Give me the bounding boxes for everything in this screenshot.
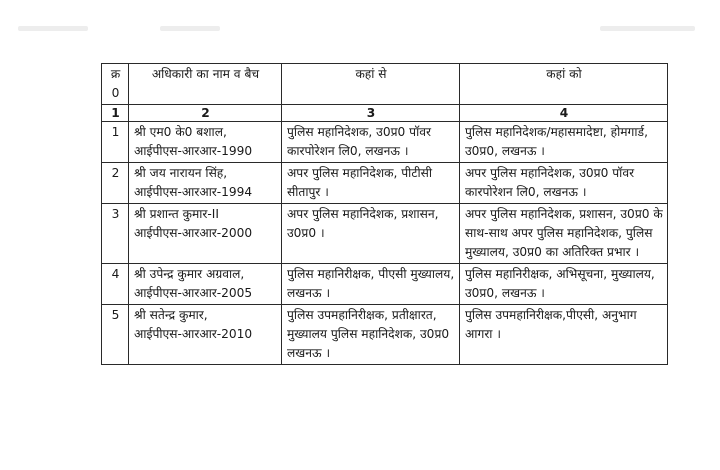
to-cell: पुलिस उपमहानिरीक्षक,पीएसी, अनुभाग आगरा । (460, 305, 668, 365)
serial-cell: 1 (102, 122, 129, 163)
header-officer-name: अधिकारी का नाम व बैच (129, 64, 282, 105)
from-cell: पुलिस उपमहानिरीक्षक, प्रतीक्षारत, मुख्यालय पुलिस महानिदेशक, उ0प्र0 लखनऊ । (282, 305, 460, 365)
header-row (102, 64, 668, 105)
officer-cell (129, 163, 282, 204)
table-row (102, 204, 668, 264)
column-number: 4 (460, 105, 668, 122)
officer-name: श्री एम0 के0 बशाल, (134, 125, 227, 139)
officer-batch: आईपीएस-आरआर-1990 (134, 144, 253, 158)
serial-cell: 2 (102, 163, 129, 204)
table-row (102, 305, 668, 365)
to-cell: अपर पुलिस महानिदेशक, प्रशासन, उ0प्र0 के साथ-साथ अपर पुलिस महानिदेशक, पुलिस मुख्यालय, उ0प्र0 का अतिरिक्त प्रभार । (460, 204, 668, 264)
serial-cell: 4 (102, 264, 129, 305)
serial-cell: 3 (102, 204, 129, 264)
header-from: कहां से (282, 64, 460, 105)
header-to: कहां को (460, 64, 668, 105)
from-cell: पुलिस महानिदेशक, उ0प्र0 पॉवर कारपोरेशन लि0, लखनऊ । (282, 122, 460, 163)
table-row (102, 122, 668, 163)
table-row (102, 163, 668, 204)
from-cell: पुलिस महानिरीक्षक, पीएसी मुख्यालय, लखनऊ । (282, 264, 460, 305)
officer-batch: आईपीएस-आरआर-2000 (134, 226, 253, 240)
table-row (102, 264, 668, 305)
to-cell: पुलिस महानिदेशक/महासमादेष्टा, होमगार्ड, उ0प्र0, लखनऊ । (460, 122, 668, 163)
officer-name: श्री सतेन्द्र कुमार, (134, 308, 208, 322)
officer-batch: आईपीएस-आरआर-1994 (134, 185, 253, 199)
officer-cell (129, 122, 282, 163)
faded-header-bleed (0, 26, 720, 40)
from-cell: अपर पुलिस महानिदेशक, पीटीसी सीतापुर । (282, 163, 460, 204)
to-cell: अपर पुलिस महानिदेशक, उ0प्र0 पॉवर कारपोरेशन लि0, लखनऊ । (460, 163, 668, 204)
officer-name: श्री उपेन्द्र कुमार अग्रवाल, (134, 267, 245, 281)
column-number: 1 (102, 105, 129, 122)
column-number: 2 (129, 105, 282, 122)
officer-batch: आईपीएस-आरआर-2010 (134, 327, 253, 341)
officer-name: श्री प्रशान्त कुमार-II (134, 207, 219, 221)
header-serial: क्र0 (102, 64, 129, 105)
to-cell: पुलिस महानिरीक्षक, अभिसूचना, मुख्यालय, उ0प्र0, लखनऊ । (460, 264, 668, 305)
officer-name: श्री जय नारायन सिंह, (134, 166, 228, 180)
transfer-orders-table (101, 63, 668, 365)
column-number-row (102, 105, 668, 122)
officer-batch: आईपीएस-आरआर-2005 (134, 286, 253, 300)
officer-cell (129, 204, 282, 264)
officer-cell (129, 264, 282, 305)
column-number: 3 (282, 105, 460, 122)
officer-cell (129, 305, 282, 365)
from-cell: अपर पुलिस महानिदेशक, प्रशासन, उ0प्र0 । (282, 204, 460, 264)
serial-cell: 5 (102, 305, 129, 365)
